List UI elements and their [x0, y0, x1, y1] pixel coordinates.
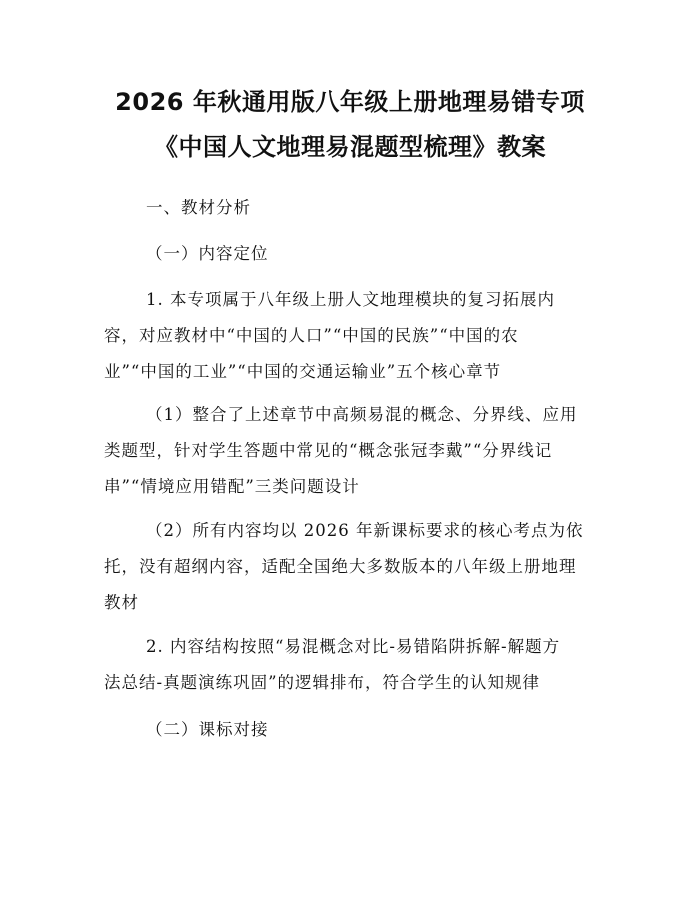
paragraph-item-1-sub-1 [104, 403, 604, 499]
subsection-heading-curriculum-alignment: （二）课标对接 [146, 720, 269, 739]
paragraph-line: （1）整合了上述章节中高频易混的概念、分界线、应用 [146, 405, 578, 424]
paragraph-item-1 [104, 288, 604, 384]
paragraph-line: 教材 [104, 593, 139, 612]
paragraph-item-2 [104, 635, 604, 695]
paragraph-line: 串”“情境应用错配”三类问题设计 [104, 477, 360, 496]
subsection-heading-content-positioning: （一）内容定位 [146, 244, 269, 263]
paragraph-line: 法总结-真题演练巩固”的逻辑排布，符合学生的认知规律 [104, 673, 541, 692]
paragraph-line: （2）所有内容均以 2026 年新课标要求的核心考点为依 [146, 521, 584, 540]
paragraph-line: 业”“中国的工业”“中国的交通运输业”五个核心章节 [104, 362, 502, 381]
paragraph-line: 容，对应教材中“中国的人口”“中国的民族”“中国的农 [104, 326, 519, 345]
paragraph-line: 1. 本专项属于八年级上册人文地理模块的复习拓展内 [146, 290, 555, 309]
paragraph-line: 托，没有超纲内容，适配全国绝大多数版本的八年级上册地理 [104, 557, 577, 576]
document-title-line-2: 《中国人文地理易混题型梳理》教案 [154, 133, 546, 161]
paragraph-line: 2. 内容结构按照“易混概念对比-易错陷阱拆解-解题方 [146, 637, 561, 656]
section-heading-textbook-analysis: 一、教材分析 [146, 198, 251, 217]
document-title-line-1: 2026 年秋通用版八年级上册地理易错专项 [115, 88, 585, 116]
paragraph-item-1-sub-2 [104, 519, 604, 615]
paragraph-line: 类题型，针对学生答题中常见的“概念张冠李戴”“分界线记 [104, 441, 553, 460]
